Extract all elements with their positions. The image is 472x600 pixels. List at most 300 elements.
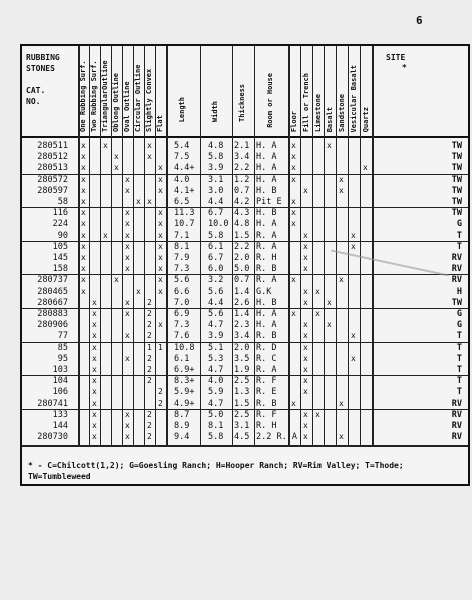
site-code: G	[456, 309, 462, 319]
thickness-value: 4.8	[234, 219, 250, 230]
context-mark: x	[303, 230, 308, 240]
thickness-value: 4.3	[234, 208, 250, 219]
context-mark: x	[303, 185, 308, 195]
attribute-mark: x	[125, 264, 130, 274]
context-mark: x	[291, 152, 296, 162]
attribute-mark: x	[103, 141, 108, 150]
attribute-mark: x	[81, 174, 86, 184]
context-mark: x	[291, 398, 296, 408]
context-mark: x	[291, 219, 296, 229]
attribute-mark: x	[158, 320, 163, 330]
measure-column-header: Length	[178, 96, 186, 122]
attribute-mark: x	[81, 230, 86, 240]
context-mark: x	[303, 264, 308, 274]
attribute-mark: x	[81, 185, 86, 195]
length-value: 5.6	[174, 275, 190, 286]
width-value: 5.6	[208, 286, 224, 297]
attribute-mark: 2	[147, 376, 152, 386]
length-value: 8.7	[174, 409, 190, 420]
site-code: G	[456, 219, 462, 230]
context-mark: x	[303, 320, 308, 330]
catalog-number: 280465	[37, 286, 68, 297]
length-value: 8.3+	[174, 376, 195, 387]
site-code: G	[456, 320, 462, 331]
length-value: 4.9+	[174, 398, 195, 409]
column-rule	[232, 46, 233, 445]
context-mark: x	[303, 432, 308, 442]
catalog-number: 280512	[37, 152, 68, 163]
catalog-number: 104	[52, 376, 68, 387]
thickness-value: 2.5	[234, 376, 250, 387]
length-value: 7.3	[174, 320, 190, 331]
site-code: TW	[451, 152, 462, 163]
site-code: RV	[451, 275, 462, 286]
catalog-number: 77	[57, 331, 68, 342]
attribute-mark: x	[125, 353, 130, 363]
measure-column-header: Thickness	[238, 84, 246, 122]
attr-column-header: Circular Outline	[134, 64, 142, 132]
attribute-mark: 2	[147, 331, 152, 341]
length-value: 4.4+	[174, 163, 195, 174]
site-code: RV	[451, 409, 462, 420]
material-mark: x	[363, 163, 368, 173]
attribute-mark: 1	[147, 342, 152, 352]
attribute-mark: x	[136, 286, 141, 296]
width-value: 5.6	[208, 309, 224, 319]
catalog-number: 280572	[37, 174, 68, 185]
room-value: H. A	[256, 152, 277, 163]
context-mark: x	[303, 421, 308, 430]
attribute-mark: x	[92, 409, 97, 419]
context-mark: x	[291, 275, 296, 285]
site-code: RV	[451, 421, 462, 431]
catalog-number: 280741	[37, 398, 68, 409]
material-mark: x	[351, 353, 356, 363]
site-code: T	[456, 365, 462, 375]
column-rule	[78, 46, 80, 445]
thickness-value: 2.1	[234, 141, 250, 151]
length-value: 7.9	[174, 253, 190, 263]
attribute-mark: x	[92, 342, 97, 352]
attribute-mark: x	[81, 163, 86, 173]
attr-column-header: One Rubbing Surf.	[79, 60, 87, 132]
context-mark: x	[291, 141, 296, 150]
attribute-mark: x	[158, 253, 163, 262]
attr-column-header: Slightly Convex	[145, 68, 153, 132]
column-rule	[336, 46, 337, 445]
room-value: R. H	[256, 421, 277, 431]
width-value: 6.7	[208, 208, 224, 219]
attribute-mark: x	[125, 253, 130, 262]
attribute-mark: x	[92, 297, 97, 307]
attribute-mark: x	[92, 353, 97, 363]
room-column-header: Room or House	[266, 73, 274, 128]
measure-column-header: Width	[211, 100, 219, 122]
column-rule	[254, 46, 255, 445]
column-rule	[122, 46, 123, 445]
attribute-mark: x	[147, 152, 152, 162]
attribute-mark: x	[125, 309, 130, 318]
attribute-mark: x	[158, 275, 163, 285]
thickness-value: 1.4	[234, 309, 250, 319]
attribute-mark: x	[114, 152, 119, 162]
material-mark: x	[339, 275, 344, 285]
material-mark: x	[327, 320, 332, 330]
attribute-mark: x	[158, 286, 163, 296]
room-value: H. B	[256, 208, 277, 219]
attribute-mark: x	[125, 208, 130, 218]
width-value: 3.9	[208, 163, 224, 174]
thickness-value: 4.5	[234, 432, 250, 443]
length-value: 6.5	[174, 197, 190, 207]
column-rule	[166, 46, 168, 445]
attribute-mark: x	[81, 275, 86, 285]
site-code: TW	[451, 163, 462, 174]
attribute-mark: x	[125, 331, 130, 341]
catalog-header-line	[26, 74, 60, 85]
attribute-mark: 2	[147, 353, 152, 363]
width-value: 5.8	[208, 230, 224, 241]
attribute-mark: x	[125, 174, 130, 184]
site-code: T	[456, 230, 462, 241]
catalog-number: 103	[52, 365, 68, 375]
context-mark: x	[303, 409, 308, 419]
room-value: H. A	[256, 163, 277, 174]
attribute-mark: x	[92, 376, 97, 386]
room-value: R. E	[256, 387, 277, 398]
attribute-mark: x	[158, 185, 163, 195]
thickness-value: 2.2	[234, 163, 250, 174]
material-mark: x	[351, 331, 356, 341]
context-mark: x	[291, 309, 296, 318]
room-value: H. A	[256, 320, 277, 331]
thickness-value: 3.4	[234, 331, 250, 342]
catalog-number: 58	[57, 197, 68, 207]
attribute-mark: x	[147, 141, 152, 150]
context-mark: x	[303, 342, 308, 352]
context-mark: x	[291, 197, 296, 206]
width-value: 3.0	[208, 185, 224, 196]
material-column-header: Vesicular Basalt	[350, 64, 358, 132]
room-value: R. H	[256, 253, 277, 263]
width-value: 6.1	[208, 241, 224, 252]
thickness-value: 1.2	[234, 174, 250, 185]
attribute-mark: x	[81, 141, 86, 150]
catalog-number: 144	[52, 421, 68, 431]
width-value: 5.9	[208, 387, 224, 398]
thickness-value: 1.4	[234, 286, 250, 297]
catalog-number: 145	[52, 253, 68, 263]
thickness-value: 3.1	[234, 421, 250, 431]
site-header-label: SITE	[386, 53, 406, 62]
length-value: 6.9+	[174, 365, 195, 375]
material-column-header: Limestone	[314, 94, 322, 132]
width-value: 5.8	[208, 152, 224, 163]
thickness-value: 4.2	[234, 197, 250, 207]
context-mark: x	[303, 297, 308, 307]
room-value: R. A	[256, 275, 277, 286]
attribute-mark: x	[81, 253, 86, 262]
length-value: 7.1	[174, 230, 190, 241]
length-value: 7.0	[174, 297, 190, 308]
site-code: RV	[451, 264, 462, 275]
attribute-mark: x	[81, 197, 86, 206]
attribute-mark: x	[114, 275, 119, 285]
catalog-number: 280737	[37, 275, 68, 286]
attribute-mark: x	[125, 421, 130, 430]
attribute-mark: x	[92, 365, 97, 374]
thickness-value: 1.3	[234, 387, 250, 398]
catalog-number: 105	[52, 241, 68, 252]
thickness-value: 2.6	[234, 297, 250, 308]
attribute-mark: x	[158, 219, 163, 229]
catalog-number: 116	[52, 208, 68, 219]
material-column-header: Quartz	[362, 106, 370, 132]
site-code: RV	[451, 398, 462, 409]
attribute-mark: x	[114, 163, 119, 173]
catalog-number: 85	[57, 342, 68, 353]
width-value: 3.1	[208, 174, 224, 185]
page-number: 6	[416, 14, 423, 27]
attribute-mark: 2	[158, 398, 163, 408]
catalog-number: 106	[52, 387, 68, 398]
room-value: R. A	[256, 365, 277, 375]
attribute-mark: x	[81, 208, 86, 218]
site-code: T	[456, 342, 462, 353]
length-value: 5.4	[174, 141, 190, 151]
context-mark: x	[303, 387, 308, 397]
attribute-mark: x	[92, 387, 97, 397]
column-rule	[324, 46, 325, 445]
attribute-mark: x	[158, 174, 163, 184]
attribute-mark: x	[158, 163, 163, 173]
length-value: 9.4	[174, 432, 190, 443]
thickness-value: 2.5	[234, 409, 250, 420]
thickness-value: 0.7	[234, 185, 250, 196]
material-mark: x	[327, 141, 332, 150]
length-value: 6.1	[174, 353, 190, 364]
catalog-header-label	[26, 52, 60, 107]
material-mark: x	[339, 398, 344, 408]
catalog-number: 95	[57, 353, 68, 364]
width-value: 5.1	[208, 342, 224, 353]
width-value: 6.0	[208, 264, 224, 275]
context-mark: x	[291, 174, 296, 184]
column-rule	[89, 46, 90, 445]
attribute-mark: 2	[158, 387, 163, 397]
material-mark: x	[351, 230, 356, 240]
attribute-mark: 2	[147, 297, 152, 307]
attribute-mark: x	[158, 208, 163, 218]
catalog-header-line: NO.	[26, 97, 41, 106]
attribute-mark: x	[92, 398, 97, 408]
context-mark: x	[303, 241, 308, 251]
attribute-mark: x	[125, 185, 130, 195]
room-value: H. A	[256, 174, 277, 185]
length-value: 7.5	[174, 152, 190, 163]
column-rule	[133, 46, 134, 445]
length-value: 10.7	[174, 219, 195, 230]
attribute-mark: x	[92, 320, 97, 330]
site-code: H	[456, 286, 462, 297]
context-column-header: Fill or Trench	[302, 72, 310, 132]
room-value: H. B	[256, 185, 277, 196]
width-value: 6.7	[208, 253, 224, 263]
site-code: TW	[451, 185, 462, 196]
context-mark: x	[303, 286, 308, 296]
thickness-value: 2.0	[234, 342, 250, 353]
column-rule	[300, 46, 301, 445]
room-value: R. B	[256, 264, 277, 275]
thickness-value: 3.5	[234, 353, 250, 364]
room-value: Pit E	[256, 197, 282, 207]
length-value: 8.9	[174, 421, 190, 431]
thickness-value: 3.4	[234, 152, 250, 163]
width-value: 4.7	[208, 398, 224, 409]
catalog-number: 280730	[37, 432, 68, 443]
column-rule	[100, 46, 101, 445]
attribute-mark: x	[92, 421, 97, 430]
context-mark: x	[291, 208, 296, 218]
catalog-number: 280513	[37, 163, 68, 174]
attribute-mark: x	[81, 264, 86, 274]
column-rule	[348, 46, 349, 445]
attribute-mark: x	[158, 241, 163, 251]
width-value: 5.3	[208, 353, 224, 364]
site-code: T	[456, 376, 462, 387]
attribute-mark: x	[92, 331, 97, 341]
catalog-number: 280906	[37, 320, 68, 331]
width-value: 8.1	[208, 421, 224, 431]
thickness-value: 2.3	[234, 320, 250, 331]
attribute-mark: x	[158, 230, 163, 240]
room-value: H. A	[256, 141, 277, 151]
width-value: 4.4	[208, 197, 224, 207]
site-key-footnote: * - C=Chilcott(1,2); G=Goesling Ranch; H=Hooper Ranch; RV=Rim Valley; T=Thode; TW=Tumbleweed	[28, 461, 404, 481]
material-mark: x	[315, 286, 320, 296]
site-code: TW	[451, 297, 462, 308]
length-value: 4.1+	[174, 185, 195, 196]
material-mark: x	[315, 309, 320, 318]
context-mark: x	[303, 253, 308, 262]
catalog-number: 280597	[37, 185, 68, 196]
context-mark: x	[303, 365, 308, 374]
room-value: R. A	[256, 241, 277, 252]
context-mark: x	[303, 376, 308, 386]
context-mark: x	[303, 353, 308, 363]
attribute-mark: 2	[147, 309, 152, 318]
thickness-value: 5.0	[234, 264, 250, 275]
column-rule	[111, 46, 112, 445]
thickness-value: 0.7	[234, 275, 250, 286]
catalog-number: 280667	[37, 297, 68, 308]
length-value: 5.9+	[174, 387, 195, 398]
catalog-header-line: STONES	[26, 64, 55, 73]
room-value: R. B	[256, 331, 277, 342]
attribute-mark: x	[92, 309, 97, 318]
thickness-value: 2.2	[234, 241, 250, 252]
width-value: 4.8	[208, 141, 224, 151]
attribute-mark: x	[125, 432, 130, 442]
width-value: 4.7	[208, 320, 224, 331]
attribute-mark: x	[158, 264, 163, 274]
room-value: H. A	[256, 309, 277, 319]
site-code: TW	[451, 197, 462, 207]
attr-column-header: Two Rubbing Surf.	[90, 60, 98, 132]
attribute-mark: 1	[158, 342, 163, 352]
room-value: R. F	[256, 409, 277, 420]
room-value: H. B	[256, 297, 277, 308]
attr-column-header: Oval Outline	[123, 81, 131, 132]
width-value: 3.2	[208, 275, 224, 286]
width-value: 4.4	[208, 297, 224, 308]
material-mark: x	[315, 409, 320, 419]
column-rule	[372, 46, 374, 445]
column-rule	[288, 46, 290, 445]
site-code: TW	[451, 174, 462, 185]
site-code: T	[456, 387, 462, 398]
length-value: 4.0	[174, 174, 190, 185]
room-value: G.K	[256, 286, 272, 297]
catalog-header-line: CAT.	[26, 86, 46, 95]
attribute-mark: x	[125, 219, 130, 229]
material-mark: x	[339, 432, 344, 442]
length-value: 6.9	[174, 309, 190, 319]
room-value: R. A	[256, 230, 277, 241]
attr-column-header: Oblong Outline	[112, 72, 120, 132]
length-value: 7.3	[174, 264, 190, 275]
width-value: 4.0	[208, 376, 224, 387]
attr-column-header: TriangularOutline	[101, 60, 109, 132]
context-mark: x	[291, 163, 296, 173]
site-code: T	[456, 241, 462, 252]
attribute-mark: x	[147, 197, 152, 206]
attribute-mark: x	[92, 432, 97, 442]
attribute-mark: x	[125, 297, 130, 307]
attribute-mark: x	[81, 152, 86, 162]
width-value: 4.7	[208, 365, 224, 375]
site-code: T	[456, 353, 462, 364]
thickness-value: 1.5	[234, 230, 250, 241]
thickness-value: 1.5	[234, 398, 250, 409]
length-value: 11.3	[174, 208, 195, 219]
attribute-mark: 2	[147, 365, 152, 374]
table-body-bottom-rule	[22, 445, 468, 447]
catalog-number: 224	[52, 219, 68, 230]
site-code: TW	[451, 208, 462, 219]
catalog-header-line: RUBBING	[26, 53, 60, 62]
material-mark: x	[327, 297, 332, 307]
material-mark: x	[339, 185, 344, 195]
thickness-value: 2.0	[234, 253, 250, 263]
length-value: 6.6	[174, 286, 190, 297]
room-value: R. D	[256, 342, 277, 353]
column-rule	[360, 46, 361, 445]
material-mark: x	[351, 241, 356, 251]
attribute-mark: x	[103, 230, 108, 240]
attribute-mark: x	[125, 409, 130, 419]
context-column-header: Floor	[290, 110, 298, 132]
attribute-mark: 2	[147, 409, 152, 419]
room-value: H. A	[256, 219, 277, 230]
site-code: TW	[451, 141, 462, 151]
room-value: R. C	[256, 353, 277, 364]
column-rule	[200, 46, 201, 445]
room-value: R. F	[256, 376, 277, 387]
catalog-number: 280511	[37, 141, 68, 151]
width-value: 3.9	[208, 331, 224, 342]
catalog-number: 133	[52, 409, 68, 420]
